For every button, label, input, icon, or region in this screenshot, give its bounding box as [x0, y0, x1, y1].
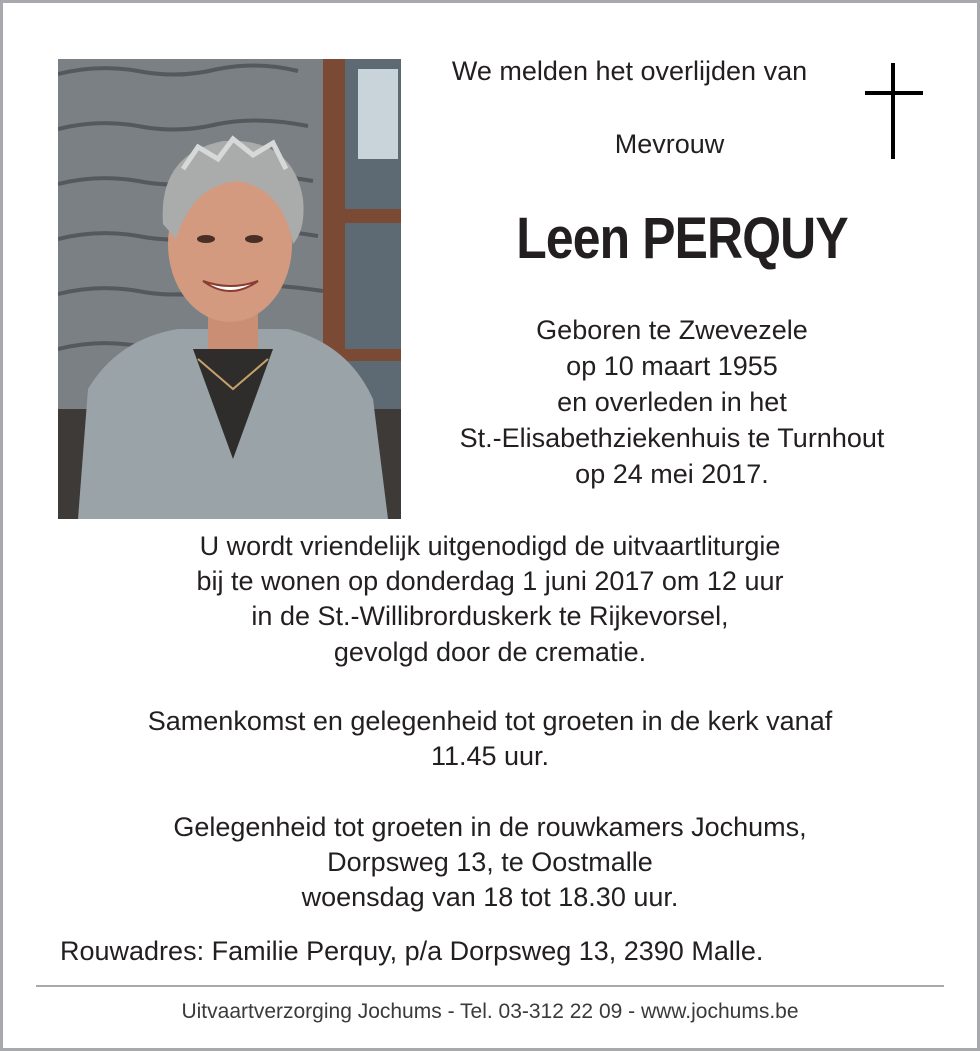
divider [36, 985, 944, 987]
birth-death-line: op 10 maart 1955 [566, 351, 778, 381]
ceremony-line: U wordt vriendelijk uitgenodigd de uitvaartliturgie [199, 531, 781, 561]
visitation-line: woensdag van 18 tot 18.30 uur. [301, 882, 679, 912]
birth-death-line: en overleden in het [557, 387, 787, 417]
ceremony-line: gevolgd door de crematie. [333, 637, 647, 667]
birth-death-line: Geboren te Zwevezele [536, 315, 808, 345]
ceremony-line: in de St.-Willibrorduskerk te Rijkevorsel, [251, 601, 729, 631]
gathering-line: Samenkomst en gelegenheid tot groeten in de kerk vanaf [147, 706, 833, 736]
salutation-text: Mevrouw [614, 129, 725, 159]
ceremony-line: bij te wonen op donderdag 1 juni 2017 om 12 uur [196, 566, 784, 596]
visitation-line: Gelegenheid tot groeten in de rouwkamers Jochums, [173, 812, 807, 842]
gathering-line: 11.45 uur. [430, 741, 550, 771]
visitation-line: Dorpsweg 13, te Oostmalle [327, 847, 653, 877]
mourning-address: Rouwadres: Familie Perquy, p/a Dorpsweg 13, 2390 Malle. [60, 936, 764, 966]
birth-death-line: op 24 mei 2017. [575, 459, 769, 489]
portrait-photo [58, 59, 401, 519]
footer-contact: Uitvaartverzorging Jochums - Tel. 03-312 22 09 - www.jochums.be [181, 1000, 799, 1023]
announcement-text: We melden het overlijden van [451, 56, 808, 86]
birth-death-line: St.-Elisabethziekenhuis te Turnhout [459, 423, 885, 453]
deceased-name: Leen PERQUY [516, 206, 848, 271]
